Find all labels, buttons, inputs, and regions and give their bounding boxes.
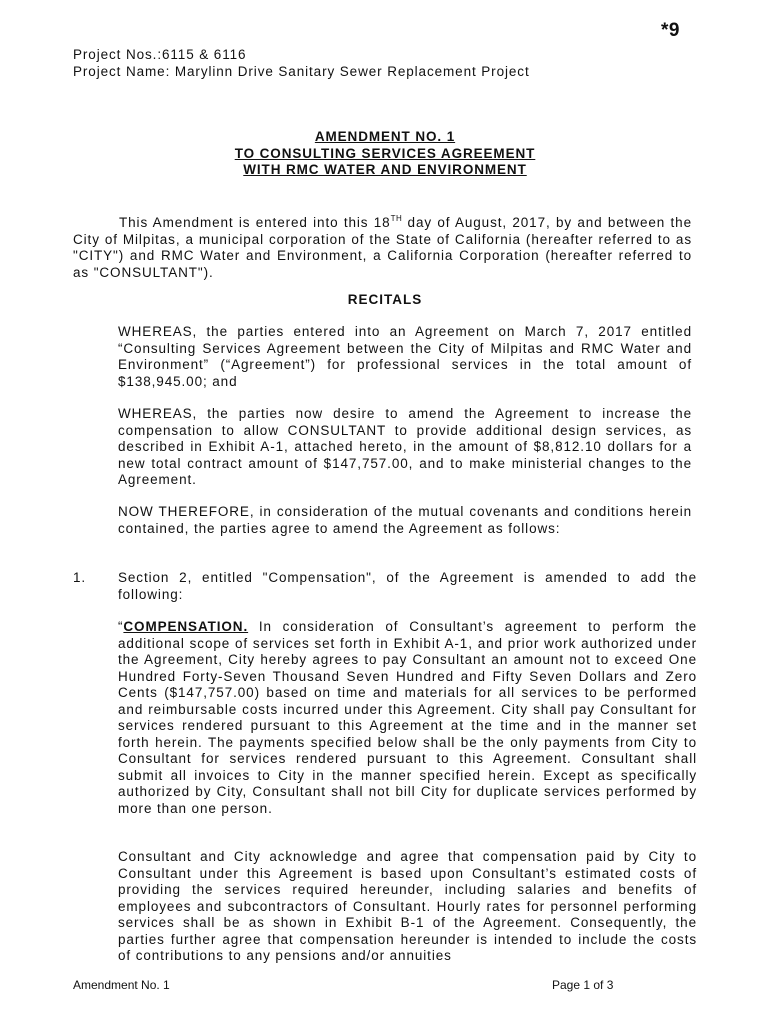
project-numbers: Project Nos.:6115 & 6116 bbox=[73, 47, 247, 62]
title-line-2: TO CONSULTING SERVICES AGREEMENT bbox=[234, 145, 536, 161]
project-name: Project Name: Marylinn Drive Sanitary Sewer Replacement Project bbox=[73, 64, 530, 79]
footer-page-number: Page 1 of 3 bbox=[552, 978, 614, 992]
title-line-3: WITH RMC WATER AND ENVIRONMENT bbox=[243, 162, 527, 177]
title-line-1: AMENDMENT NO. 1 bbox=[314, 129, 456, 144]
project-header bbox=[73, 46, 530, 80]
opening-after-sup: day of August, 2017, by and between the City of Milpitas, a municipal corporation of the State of California (hereafter referred to as "CITY") and RMC Water and Environment, a California Corporation (hereafter referred to as "CONSULTANT"). bbox=[73, 215, 692, 280]
page-mark: *9 bbox=[661, 20, 680, 41]
opening-paragraph bbox=[73, 211, 692, 281]
opening-before-sup: This Amendment is entered into this 18 bbox=[119, 215, 391, 230]
compensation-paragraph bbox=[118, 619, 697, 817]
recital-paragraph: WHEREAS, the parties now desire to amend the Agreement to increase the compensation to allow CONSULTANT to provide additional design services, as described in Exhibit A-1, attached hereto, in the amount of $8,812.10 dollars for a new total contract amount of $147,757.00, and to make ministerial changes to the Agreement. bbox=[118, 406, 692, 487]
document-title bbox=[0, 129, 770, 179]
recitals-heading: RECITALS bbox=[347, 292, 423, 307]
compensation-open-quote: “ bbox=[118, 619, 124, 634]
recital-paragraph: WHEREAS, the parties entered into an Agreement on March 7, 2017 entitled “Consulting Services Agreement between the City of Milpitas and RMC Water and Environment” (“Agreement”) for professional services in the total amount of $138,945.00; and bbox=[118, 324, 692, 389]
ordinal-superscript: TH bbox=[390, 214, 403, 223]
compensation-label: COMPENSATION. bbox=[123, 619, 249, 634]
footer-document-name: Amendment No. 1 bbox=[73, 978, 170, 992]
acknowledgement-paragraph: Consultant and City acknowledge and agree that compensation paid by City to Consultant under this Agreement is based upon Consultant’s estimated costs of providing the services required hereunder, including salaries and benefits of employees and subcontractors of Consultant. Hourly rates for personnel performing services shall be as shown in Exhibit B-1 of the Agreement. Consequently, the parties further agree that compensation hereunder is intended to include the costs of contributions to any pensions and/or annuities bbox=[118, 849, 697, 963]
section-1-text: Section 2, entitled "Compensation", of the Agreement is amended to add the following: bbox=[118, 570, 697, 602]
recital-paragraph: NOW THEREFORE, in consideration of the mutual covenants and conditions herein contained, the parties agree to amend the Agreement as follows: bbox=[118, 504, 692, 536]
opening-text bbox=[73, 211, 692, 281]
section-number: 1. bbox=[73, 570, 87, 585]
compensation-text: In consideration of Consultant’s agreement to perform the additional scope of services set forth in Exhibit A-1, and prior work authorized under the Agreement, City hereby agrees to pay Consultant an amount not to exceed One Hundred Forty-Seven Thousand Seven Hundred and Fifty Seven Dollars and Zero Cents ($147,757.00) based on time and materials for all services to be performed and reimbursable costs incurred under this Agreement. City shall pay Consultant for services rendered pursuant to this Agreement at the time and in the manner set forth herein. The payments specified below shall be the only payments from City to Consultant for services rendered pursuant to this Agreement. Consultant shall submit all invoices to City in the manner specified herein. Except as specifically authorized by City, Consultant shall not bill City for duplicate services performed by more than one person. bbox=[118, 619, 697, 816]
